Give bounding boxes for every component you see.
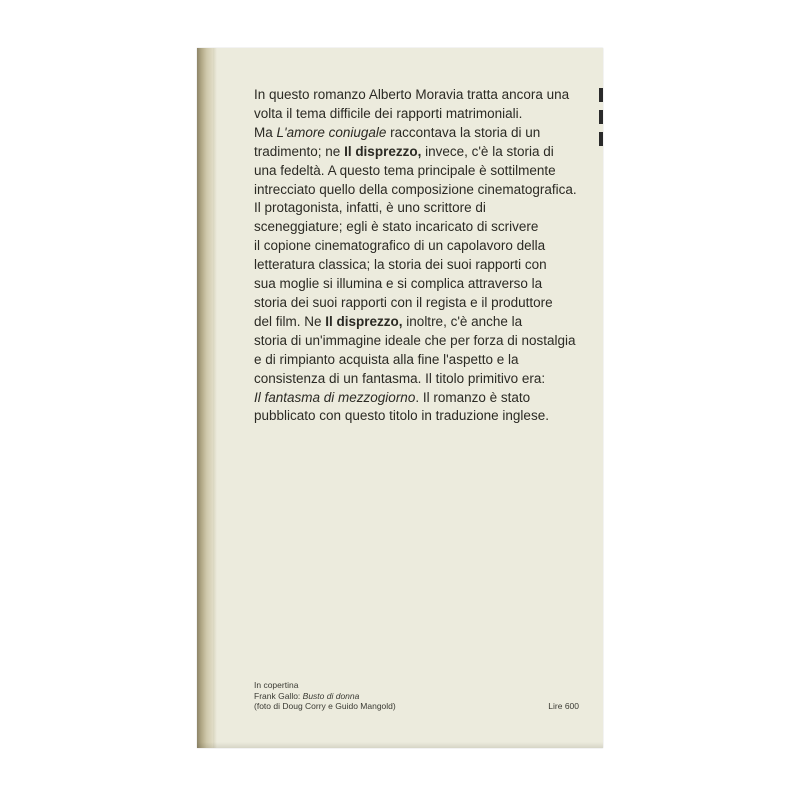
blurb-line: pubblicato con questo titolo in traduzione inglese. <box>254 408 549 424</box>
credits-line <box>254 691 396 702</box>
book-spine <box>197 48 213 748</box>
blurb-line: volta il tema difficile dei rapporti matrimoniali. <box>254 105 523 121</box>
blurb-text: invece, c'è la storia di <box>421 143 554 159</box>
book-title-italic: Il fantasma di mezzogiorno <box>254 389 416 405</box>
blurb-text: Ma <box>254 124 277 140</box>
book-title-bold: Il disprezzo, <box>325 313 403 329</box>
blurb-text: del film. Ne <box>254 313 326 329</box>
blurb-text: . Il romanzo è stato <box>415 389 531 405</box>
bottom-edge <box>197 742 603 748</box>
blurb-line: sceneggiature; egli è stato incaricato di scrivere <box>254 219 539 235</box>
blurb-line <box>254 313 599 332</box>
credits-line: In copertina <box>254 680 299 690</box>
blurb-line: sua moglie si illumina e si complica attraverso la <box>254 276 543 292</box>
blurb-line <box>254 124 599 143</box>
blurb-paragraph <box>254 86 599 426</box>
book-title-bold: Il disprezzo, <box>344 143 422 159</box>
blurb-line: storia di un'immagine ideale che per forza di nostalgia <box>254 332 576 348</box>
edge-mark <box>599 132 603 146</box>
blurb-line <box>254 389 599 408</box>
blurb-line: una fedeltà. A questo tema principale è sottilmente <box>254 162 556 178</box>
credits-text: Frank Gallo: <box>254 690 303 701</box>
artwork-title: Busto di donna <box>302 690 360 701</box>
price-label: Lire 600 <box>548 701 579 711</box>
blurb-text: inoltre, c'è anche la <box>402 313 523 329</box>
back-cover <box>197 48 603 748</box>
blurb-line: e di rimpianto acquista alla fine l'aspetto e la <box>254 351 519 367</box>
blurb-text: tradimento; ne <box>254 143 345 159</box>
blurb-line: letteratura classica; la storia dei suoi rapporti con <box>254 257 547 273</box>
blurb-line: il copione cinematografico di un capolavoro della <box>254 238 546 254</box>
blurb-line <box>254 143 599 162</box>
blurb-line: consistenza di un fantasma. Il titolo primitivo era: <box>254 370 546 386</box>
blurb-line: In questo romanzo Alberto Moravia tratta ancora una <box>254 87 570 102</box>
credits-line: (foto di Doug Corry e Guido Mangold) <box>254 701 396 711</box>
spine-edge <box>213 48 217 748</box>
book-title-italic: L'amore coniugale <box>276 124 387 140</box>
edge-mark <box>599 88 603 102</box>
blurb-line: intrecciato quello della composizione cinematografica. <box>254 181 577 197</box>
cover-credits <box>254 680 396 712</box>
edge-marks <box>599 88 603 158</box>
edge-mark <box>599 110 603 124</box>
blurb-line: storia dei suoi rapporti con il regista e il produttore <box>254 294 553 310</box>
blurb-line: Il protagonista, infatti, è uno scrittore di <box>254 200 486 216</box>
blurb-text: raccontava la storia di un <box>386 124 541 140</box>
